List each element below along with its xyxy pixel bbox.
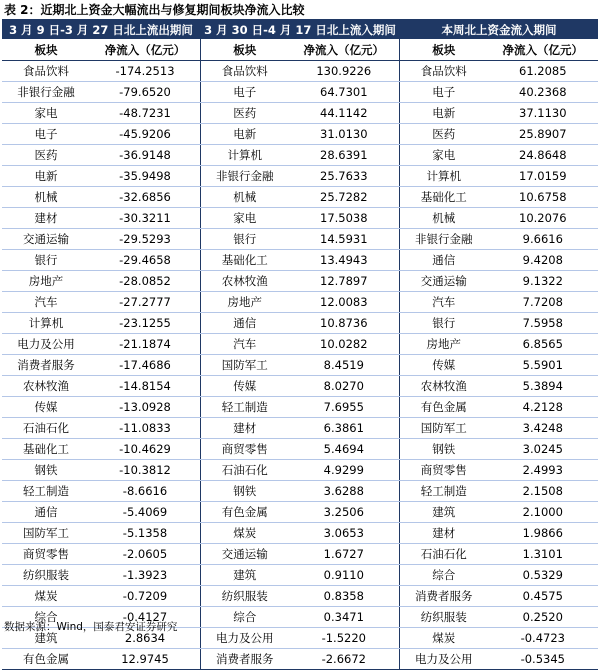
table-row <box>2 313 598 334</box>
table-row <box>2 250 598 271</box>
group-heading-row <box>2 20 598 39</box>
net-inflow-cell: 3.2506 <box>323 505 364 519</box>
sector-cell: 通信 <box>233 316 257 330</box>
net-inflow-cell: 25.7282 <box>320 190 368 204</box>
net-inflow-cell: 0.3471 <box>323 610 364 624</box>
sector-cell: 有色金属 <box>221 505 268 519</box>
sector-cell: 综合 <box>34 610 58 624</box>
table-row <box>2 481 598 502</box>
sector-cell: 煤炭 <box>34 589 58 603</box>
net-inflow-cell: -0.7209 <box>122 589 168 603</box>
sector-cell: 纺织服装 <box>221 589 268 603</box>
sector-cell: 医药 <box>432 127 456 141</box>
net-inflow-cell: -13.0928 <box>119 400 171 414</box>
table-row <box>2 397 598 418</box>
sector-cell: 商贸零售 <box>420 463 467 477</box>
net-inflow-cell: -0.4127 <box>122 610 168 624</box>
sector-cell: 国防军工 <box>420 421 467 435</box>
net-inflow-cell: 6.8565 <box>522 337 563 351</box>
net-inflow-cell: -8.6616 <box>122 484 168 498</box>
table-row <box>2 292 598 313</box>
column-header-net-inflow: 净流入（亿元） <box>303 42 385 57</box>
net-inflow-cell: -48.7231 <box>119 106 171 120</box>
sector-cell: 非银行金融 <box>415 232 473 246</box>
net-inflow-cell: 8.0270 <box>323 379 364 393</box>
table-row <box>2 544 598 565</box>
table-row <box>2 334 598 355</box>
sector-flow-table <box>2 19 598 670</box>
net-inflow-cell: 5.3894 <box>522 379 563 393</box>
sector-cell: 家电 <box>432 148 456 162</box>
sector-cell: 石油石化 <box>23 421 69 435</box>
sector-cell: 房地产 <box>426 337 462 351</box>
net-inflow-cell: 8.4519 <box>323 358 364 372</box>
sector-cell: 石油石化 <box>420 547 467 561</box>
sector-cell: 汽车 <box>432 295 456 309</box>
net-inflow-cell: 25.7633 <box>320 169 368 183</box>
net-inflow-cell: -10.3812 <box>119 463 171 477</box>
sector-cell: 交通运输 <box>221 547 268 561</box>
net-inflow-cell: 9.4208 <box>522 253 563 267</box>
table-row <box>2 208 598 229</box>
sector-cell: 建筑 <box>432 505 456 519</box>
sector-cell: 建材 <box>233 421 257 435</box>
net-inflow-cell: 10.6758 <box>519 190 567 204</box>
sector-cell: 消费者服务 <box>415 589 473 603</box>
net-inflow-cell: 7.7208 <box>522 295 563 309</box>
net-inflow-cell: -1.5220 <box>321 631 366 645</box>
net-inflow-cell: 2.8634 <box>124 631 166 645</box>
net-inflow-cell: -45.9206 <box>119 127 171 141</box>
sector-cell: 家电 <box>34 106 58 120</box>
sector-cell: 电力及公用 <box>216 631 274 645</box>
sector-cell: 综合 <box>432 568 456 582</box>
sector-cell: 纺织服装 <box>420 610 467 624</box>
sector-cell: 非银行金融 <box>216 169 274 183</box>
sector-cell: 消费者服务 <box>216 652 274 666</box>
sector-cell: 医药 <box>34 148 58 162</box>
sector-cell: 机械 <box>432 211 456 225</box>
net-inflow-cell: 12.7897 <box>320 274 368 288</box>
sector-cell: 消费者服务 <box>17 358 75 372</box>
net-inflow-cell: -30.3211 <box>119 211 171 225</box>
sector-cell: 电新 <box>432 106 456 120</box>
table-row <box>2 124 598 145</box>
net-inflow-cell: 10.8736 <box>320 316 368 330</box>
sector-cell: 钢铁 <box>34 463 58 477</box>
net-inflow-cell: 24.8648 <box>519 148 567 162</box>
sector-cell: 建筑 <box>34 631 58 645</box>
column-header-sector: 板块 <box>432 42 456 57</box>
column-header-row <box>2 39 598 61</box>
column-header-sector: 板块 <box>233 42 257 57</box>
net-inflow-cell: 3.0245 <box>522 442 563 456</box>
net-inflow-cell: 64.7301 <box>320 85 368 99</box>
sector-cell: 电新 <box>34 169 58 183</box>
sector-cell: 交通运输 <box>420 274 467 288</box>
sector-cell: 家电 <box>233 211 257 225</box>
sector-cell: 建材 <box>34 211 58 225</box>
sector-cell: 计算机 <box>28 316 64 330</box>
table-row <box>2 61 598 82</box>
net-inflow-cell: 10.0282 <box>320 337 368 351</box>
table-row <box>2 271 598 292</box>
table-row <box>2 523 598 544</box>
sector-cell: 轻工制造 <box>221 400 268 414</box>
net-inflow-cell: 44.1142 <box>320 106 368 120</box>
sector-cell: 银行 <box>233 232 257 246</box>
net-inflow-cell: 1.3101 <box>522 547 563 561</box>
sector-cell: 机械 <box>233 190 257 204</box>
net-inflow-cell: 0.9110 <box>323 568 364 582</box>
table-row <box>2 502 598 523</box>
table-row <box>2 376 598 397</box>
sector-cell: 轻工制造 <box>420 484 467 498</box>
sector-cell: 国防军工 <box>23 526 69 540</box>
group-heading-this-week: 本周北上资金流入期间 <box>399 20 598 39</box>
net-inflow-cell: 1.6727 <box>323 547 364 561</box>
net-inflow-cell: 14.5931 <box>320 232 368 246</box>
net-inflow-cell: 9.6616 <box>522 232 563 246</box>
sector-cell: 农林牧渔 <box>221 274 268 288</box>
sector-cell: 煤炭 <box>432 631 456 645</box>
table-row <box>2 229 598 250</box>
sector-cell: 食品饮料 <box>23 64 69 78</box>
net-inflow-cell: 25.8907 <box>519 127 567 141</box>
net-inflow-cell: 61.2085 <box>519 64 567 78</box>
net-inflow-cell: 6.3861 <box>323 421 364 435</box>
sector-cell: 非银行金融 <box>17 85 75 99</box>
net-inflow-cell: -27.2777 <box>119 295 171 309</box>
net-inflow-cell: 40.2368 <box>519 85 567 99</box>
sector-cell: 食品饮料 <box>221 64 268 78</box>
column-header-net-inflow: 净流入（亿元） <box>502 42 584 57</box>
net-inflow-cell: -5.4069 <box>122 505 168 519</box>
net-inflow-cell: -79.6520 <box>119 85 171 99</box>
sector-cell: 房地产 <box>28 274 64 288</box>
sector-cell: 建材 <box>432 526 456 540</box>
net-inflow-cell: 13.4943 <box>320 253 368 267</box>
table-row <box>2 439 598 460</box>
sector-cell: 医药 <box>233 106 257 120</box>
sector-cell: 国防军工 <box>221 358 268 372</box>
net-inflow-cell: 2.1508 <box>522 484 563 498</box>
table-row <box>2 82 598 103</box>
data-source-note: 数据来源：Wind，国泰君安证券研究 <box>4 621 178 633</box>
sector-cell: 机械 <box>34 190 58 204</box>
sector-cell: 钢铁 <box>233 484 257 498</box>
sector-cell: 传媒 <box>34 400 58 414</box>
net-inflow-cell: 3.6288 <box>323 484 364 498</box>
sector-cell: 汽车 <box>233 337 257 351</box>
column-header-sector: 板块 <box>34 42 58 57</box>
net-inflow-cell: -36.9148 <box>119 148 171 162</box>
sector-cell: 电力及公用 <box>17 337 75 351</box>
net-inflow-cell: -32.6856 <box>119 190 171 204</box>
sector-cell: 传媒 <box>233 379 257 393</box>
net-inflow-cell: 0.2520 <box>522 610 563 624</box>
table-row <box>2 145 598 166</box>
sector-cell: 通信 <box>34 505 58 519</box>
group-heading-outflow: 3 月 9 日-3 月 27 日北上流出期间 <box>9 22 193 37</box>
net-inflow-cell: 2.1000 <box>522 505 563 519</box>
group-heading-inflow: 3 月 30 日-4 月 17 日北上流入期间 <box>200 20 399 39</box>
net-inflow-cell: 7.5958 <box>522 316 563 330</box>
net-inflow-cell: 5.4694 <box>323 442 364 456</box>
net-inflow-cell: 28.6391 <box>320 148 368 162</box>
net-inflow-cell: -28.0852 <box>119 274 171 288</box>
net-inflow-cell: -23.1255 <box>119 316 171 330</box>
net-inflow-cell: 130.9226 <box>316 64 372 78</box>
sector-cell: 农林牧渔 <box>420 379 467 393</box>
net-inflow-cell: -29.5293 <box>119 232 171 246</box>
sector-cell: 基础化工 <box>23 442 69 456</box>
net-inflow-cell: -11.0833 <box>119 421 171 435</box>
net-inflow-cell: 31.0130 <box>320 127 368 141</box>
net-inflow-cell: 12.9745 <box>121 652 169 666</box>
sector-cell: 汽车 <box>34 295 58 309</box>
net-inflow-cell: -1.3923 <box>122 568 168 582</box>
net-inflow-cell: 0.4575 <box>522 589 563 603</box>
sector-cell: 有色金属 <box>420 400 467 414</box>
net-inflow-cell: 2.4993 <box>522 463 563 477</box>
sector-cell: 商贸零售 <box>23 547 69 561</box>
sector-cell: 有色金属 <box>23 652 69 666</box>
sector-cell: 传媒 <box>432 358 456 372</box>
net-inflow-cell: -2.6672 <box>321 652 366 666</box>
sector-cell: 基础化工 <box>221 253 268 267</box>
net-inflow-cell: 0.5329 <box>522 568 563 582</box>
sector-cell: 通信 <box>432 253 456 267</box>
sector-cell: 银行 <box>34 253 58 267</box>
sector-cell: 纺织服装 <box>23 568 69 582</box>
net-inflow-cell: -2.0605 <box>122 547 168 561</box>
net-inflow-cell: -17.4686 <box>119 358 171 372</box>
table-row <box>2 565 598 586</box>
table-row <box>2 586 598 607</box>
sector-cell: 食品饮料 <box>420 64 467 78</box>
sector-cell: 银行 <box>432 316 456 330</box>
sector-cell: 房地产 <box>227 295 263 309</box>
table-row <box>2 355 598 376</box>
net-inflow-cell: 10.2076 <box>519 211 567 225</box>
net-inflow-cell: -0.5345 <box>520 652 565 666</box>
net-inflow-cell: -5.1358 <box>122 526 168 540</box>
net-inflow-cell: -0.4723 <box>520 631 565 645</box>
sector-cell: 钢铁 <box>432 442 456 456</box>
net-inflow-cell: 37.1130 <box>519 106 567 120</box>
net-inflow-cell: 7.6955 <box>323 400 364 414</box>
sector-cell: 电新 <box>233 127 257 141</box>
sector-cell: 建筑 <box>233 568 257 582</box>
net-inflow-cell: -10.4629 <box>119 442 171 456</box>
net-inflow-cell: 4.2128 <box>522 400 563 414</box>
table-row <box>2 460 598 481</box>
column-header-net-inflow: 净流入（亿元） <box>104 42 186 57</box>
net-inflow-cell: 17.0159 <box>519 169 567 183</box>
sector-cell: 计算机 <box>426 169 462 183</box>
sector-cell: 综合 <box>233 610 257 624</box>
net-inflow-cell: -174.2513 <box>115 64 175 78</box>
net-inflow-cell: -21.1874 <box>119 337 171 351</box>
table-title: 表 2：近期北上资金大幅流出与修复期间板块净流入比较 <box>4 3 305 17</box>
sector-cell: 电力及公用 <box>415 652 473 666</box>
sector-cell: 商贸零售 <box>221 442 268 456</box>
net-inflow-cell: 12.0083 <box>320 295 368 309</box>
table-row <box>2 649 598 670</box>
sector-cell: 轻工制造 <box>23 484 69 498</box>
sector-cell: 计算机 <box>227 148 263 162</box>
net-inflow-cell: 17.5038 <box>320 211 368 225</box>
table-row <box>2 418 598 439</box>
sector-cell: 石油石化 <box>221 463 268 477</box>
sector-cell: 基础化工 <box>420 190 467 204</box>
net-inflow-cell: 0.8358 <box>323 589 364 603</box>
net-inflow-cell: -29.4658 <box>119 253 171 267</box>
table-row <box>2 103 598 124</box>
sector-cell: 交通运输 <box>23 232 69 246</box>
sector-cell: 电子 <box>34 127 58 141</box>
net-inflow-cell: 4.9299 <box>323 463 364 477</box>
net-inflow-cell: -35.9498 <box>119 169 171 183</box>
table-row <box>2 166 598 187</box>
table-row <box>2 187 598 208</box>
net-inflow-cell: -14.8154 <box>119 379 171 393</box>
sector-cell: 电子 <box>432 85 456 99</box>
net-inflow-cell: 3.0653 <box>323 526 364 540</box>
sector-cell: 农林牧渔 <box>23 379 69 393</box>
net-inflow-cell: 9.1322 <box>522 274 563 288</box>
sector-cell: 电子 <box>233 85 257 99</box>
net-inflow-cell: 1.9866 <box>522 526 563 540</box>
net-inflow-cell: 5.5901 <box>522 358 563 372</box>
sector-cell: 煤炭 <box>233 526 257 540</box>
net-inflow-cell: 3.4248 <box>522 421 563 435</box>
